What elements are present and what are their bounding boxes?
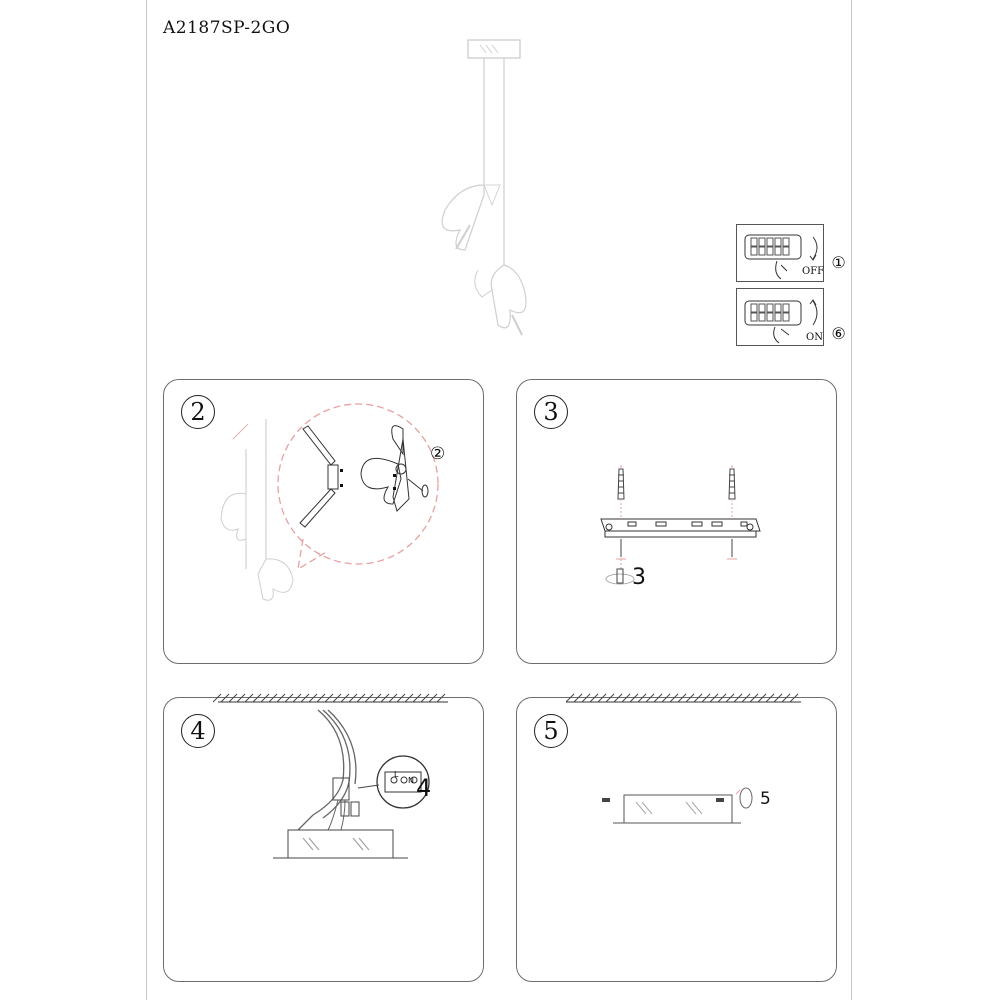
switch-off-label: OFF	[802, 266, 825, 277]
model-code: A2187SP-2GO	[163, 18, 291, 38]
switch-on-label: ON	[806, 332, 823, 343]
lamp-overview-illustration	[420, 35, 570, 355]
step-2-callout: ②	[430, 444, 446, 464]
switch-off-step: ①	[831, 253, 846, 272]
step-4-terminal-l: L	[394, 770, 399, 779]
step-3-number: 3	[534, 395, 568, 429]
step-2-illustration	[163, 379, 484, 664]
step-4-callout: 4	[416, 774, 432, 802]
step-3-callout: 3	[632, 565, 646, 590]
step-5-callout: 5	[760, 789, 771, 809]
step-5-canopy-illustration	[516, 690, 837, 850]
switch-on-step: ⑥	[831, 324, 846, 343]
step-2-number: 2	[181, 395, 215, 429]
step-4-wiring-illustration	[163, 690, 484, 890]
step-4-number: 4	[181, 714, 215, 748]
step-3-mounting-bracket	[516, 379, 837, 664]
step-4-terminal-n: N	[408, 776, 414, 785]
step-5-number: 5	[534, 714, 568, 748]
